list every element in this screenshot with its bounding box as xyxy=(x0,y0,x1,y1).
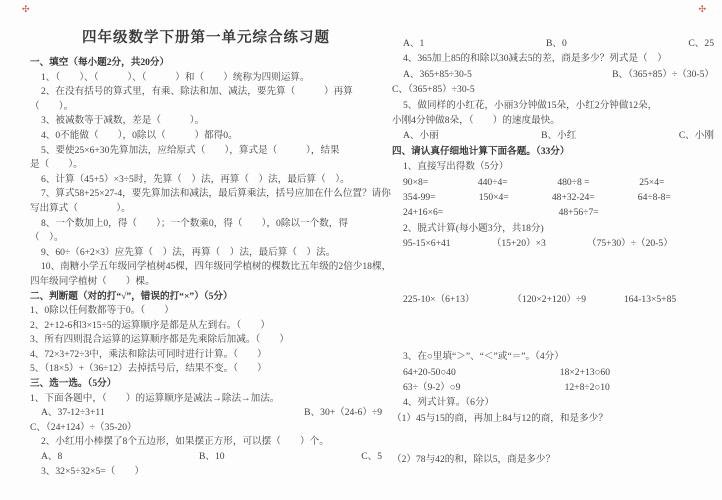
text-segment: 225-10×（6+13） xyxy=(403,293,475,305)
text-line xyxy=(392,380,714,395)
text-line xyxy=(392,128,714,143)
text-line: 1、（ ）、（ ）、（ ）和（ ）统称为四则运算。 xyxy=(41,71,310,83)
text-segment: C、25 xyxy=(688,38,714,49)
text-segment: （15+20）×3 xyxy=(491,238,546,250)
text-line: 2、脱式计算(每小题3分，共18分) xyxy=(403,222,544,234)
text-line xyxy=(30,450,382,465)
text-segment: 480÷8 = xyxy=(557,176,590,188)
left-column-lines xyxy=(30,56,392,479)
text-line: 8、一个数加上0，得（ ）；一个数乘0，得（ ），0除以一个数，得 xyxy=(41,217,348,229)
text-segment: B、30+（24-6）÷9 xyxy=(304,407,382,419)
text-line xyxy=(392,292,714,307)
text-line: 4、0不能做（ ），0除以（ ）都得0。 xyxy=(41,129,238,141)
text-line: （2）78与42的和，除以5，商是多少？ xyxy=(392,454,556,466)
text-segment: B、0 xyxy=(545,38,567,49)
text-line: 5、要使25×6+30先算加法，应给原式（ ），算式是（ ），结果 xyxy=(41,144,340,156)
worksheet-right-column xyxy=(392,36,714,468)
text-line xyxy=(30,406,382,421)
text-line: 2、小红用小棒摆了8个五边形，如果摆正方形，可以摆（ ）个。 xyxy=(41,436,329,448)
text-line: 4、72×3+72÷3中，乘法和除法可同时进行计算。（ ） xyxy=(30,348,267,360)
text-line: 1、直接写出得数（5分） xyxy=(403,161,509,173)
text-segment: 354-99= xyxy=(403,192,436,204)
section-heading: 二、判断题（对的打“√”，错误的打“×”）（5分） xyxy=(30,290,233,302)
text-segment: B、（365+85）÷（30-5） xyxy=(612,68,714,80)
text-line: 5、（18×5）+（36÷12）去掉括号后，结果不变。（ ） xyxy=(30,363,267,375)
text-line xyxy=(392,252,714,292)
right-column-lines xyxy=(392,36,714,468)
text-line xyxy=(392,426,714,452)
text-segment: 164-13×5+85 xyxy=(623,293,677,305)
scan-corner-mark-icon: ✣ xyxy=(22,4,30,14)
text-line: C、（24+124）÷（35-20） xyxy=(30,421,137,433)
text-segment: 48+56÷7= xyxy=(558,207,599,219)
text-line: 3、在○里填“＞”、“＜”或“＝”。（4分） xyxy=(403,351,564,363)
text-segment: 48+32-24= xyxy=(551,192,595,204)
text-segment: 25×4= xyxy=(639,176,665,188)
text-segment: A、8 xyxy=(41,451,63,463)
text-segment: B、10 xyxy=(198,451,225,463)
text-segment: A、1 xyxy=(403,38,425,49)
text-segment: 95-15×6+41 xyxy=(403,238,451,250)
text-line: 小刚4分钟做8朵，（ ）的速度最快。 xyxy=(392,115,560,127)
text-line: （ ）。 xyxy=(30,100,74,112)
text-line xyxy=(392,236,714,251)
text-line: （1）45与15的商，再加上84与12的商，和是多少？ xyxy=(392,412,608,424)
text-line xyxy=(392,190,714,205)
section-heading: 三、选一选。（5分） xyxy=(30,378,117,390)
text-line: 2、2+12-6和3×15÷5的运算顺序是都是从左到右。（ ） xyxy=(30,319,270,331)
text-segment: 440÷4= xyxy=(477,176,508,188)
text-line: 1、下面各题中，（ ）的运算顺序是减法→除法→加法。 xyxy=(30,392,280,404)
text-segment: C、小刚 xyxy=(678,130,714,142)
text-segment: （75+30）÷（20-5） xyxy=(586,238,673,250)
text-line: 写出算式（ ）。 xyxy=(30,202,131,214)
text-segment: 64+20-50○40 xyxy=(403,366,456,378)
text-segment: 63÷（9-2）○9 xyxy=(403,381,461,393)
text-segment: 18×2+13○60 xyxy=(559,366,610,378)
text-line: 四年级同学植树（ ）棵。 xyxy=(30,275,155,287)
page-title: 四年级数学下册第一单元综合练习题 xyxy=(82,30,330,46)
text-line: （ ）。 xyxy=(30,232,64,244)
text-line: 3、32×5÷32×5=（ ） xyxy=(41,465,145,477)
text-line: 2、在没有括号的算式里，有乘、除法和加、减法，要先算（ ）再算 xyxy=(41,86,353,98)
text-segment: 90×8= xyxy=(403,176,429,188)
worksheet-left-column xyxy=(30,26,392,479)
text-line: 9、60÷（6+2×3）应先算（ ）法，再算（ ）法，最后算（ ）法。 xyxy=(41,246,336,258)
text-line: 3、被减数等于减数，差是（ ）。 xyxy=(41,115,205,127)
text-segment: A、365+85÷30-5 xyxy=(403,68,472,80)
text-segment: B、小红 xyxy=(541,130,577,142)
text-segment: 150×4= xyxy=(478,192,509,204)
text-line xyxy=(392,205,714,220)
text-segment: A、小丽 xyxy=(403,130,439,142)
text-segment: 12+8÷2○10 xyxy=(564,381,610,393)
text-line: 4、列式计算。（6分） xyxy=(403,397,495,409)
text-segment: C、5 xyxy=(361,451,382,463)
text-line: 7、算式58+25×27-4，要先算加法和减法，最后算乘法，括号应加在什么位置？请你 xyxy=(41,188,391,200)
text-line xyxy=(392,36,714,51)
text-segment: 24+16×6= xyxy=(403,207,444,219)
text-segment: （120×2+120）÷9 xyxy=(512,293,587,305)
text-line: 是（ ）。 xyxy=(30,159,83,171)
text-line: C、（365+85）÷30-5 xyxy=(392,84,475,96)
text-line xyxy=(392,365,714,380)
text-line: 3、所有四则混合运算的运算顺序都是先乘除后加减。（ ） xyxy=(30,334,290,346)
text-line xyxy=(392,307,714,349)
text-segment: A、37-12÷3+11 xyxy=(41,407,105,419)
text-line xyxy=(392,67,714,82)
text-line xyxy=(392,175,714,190)
text-line: 10、南糖小学五年级同学植树45棵，四年级同学植树的棵数比五年级的2倍少18棵， xyxy=(41,261,392,273)
text-line: 5、做同样的小红花，小丽3分钟做15朵，小红2分钟做12朵， xyxy=(403,99,658,111)
section-heading: 一、填空（每小题2分，共20分） xyxy=(30,57,170,68)
text-line: 1、0除以任何数都等于0。（ ） xyxy=(30,305,174,317)
text-line: 4、365加上85的和除以30减去5的差，商是多少？列式是（ ） xyxy=(403,53,667,65)
scan-corner-mark-icon: ✣ xyxy=(698,4,706,14)
section-heading: 四、请认真仔细地计算下面各题。（33分） xyxy=(392,145,570,157)
text-line: 6、计算（45+5）×3÷5时，先算（ ）法，再算（ ）法，最后算（ ）。 xyxy=(41,173,350,185)
text-segment: 64÷8-8= xyxy=(637,192,671,204)
